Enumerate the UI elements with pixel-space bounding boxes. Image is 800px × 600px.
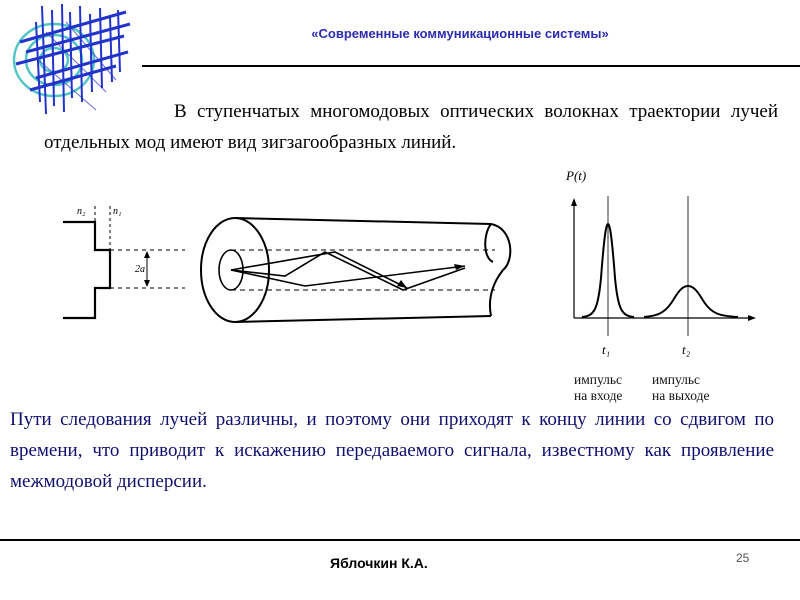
footer-divider [0, 539, 800, 541]
input-caption-line1: импульс [574, 372, 623, 387]
pulse-broadening-graph [560, 168, 760, 390]
input-pulse-caption [574, 372, 622, 404]
ray-paths [231, 252, 465, 290]
label-2a: 2a [135, 264, 145, 275]
label-n1: n₁ [113, 206, 122, 217]
intro-paragraph [44, 96, 778, 158]
step-index-fiber-diagram [55, 200, 515, 330]
intro-text: В ступенчатых многомодовых оптических волокнах траектории лучей отдельных мод имеют вид зигзагообразных линий. [44, 101, 778, 153]
output-caption-line1: импульс [652, 372, 701, 387]
y-axis-label: P(t) [566, 168, 587, 183]
t1-label: t₁ [602, 342, 611, 357]
output-pulse-caption [652, 372, 710, 404]
conclusion-paragraph: Пути следования лучей различны, и поэтому они приходят к концу линии со сдвигом по времени, что приводит к искажению передаваемого сигнала, известному как проявление межмодовой дисперсии. [10, 404, 774, 497]
input-caption-line2: на входе [574, 388, 623, 403]
author-name: Яблочкин К.А. [330, 555, 428, 571]
t2-label: t₂ [682, 342, 691, 357]
header-divider [142, 65, 800, 67]
ray-arrowhead [397, 280, 407, 288]
output-caption-line2: на выходе [652, 388, 710, 403]
presentation-title: «Современные коммуникационные системы» [311, 26, 609, 41]
fiber-core [219, 250, 495, 290]
label-n2: n₂ [77, 206, 86, 217]
output-pulse-curve [644, 286, 738, 317]
page-number: 25 [736, 551, 750, 565]
refractive-index-profile [63, 206, 185, 318]
fiber-cylinder [201, 218, 510, 322]
